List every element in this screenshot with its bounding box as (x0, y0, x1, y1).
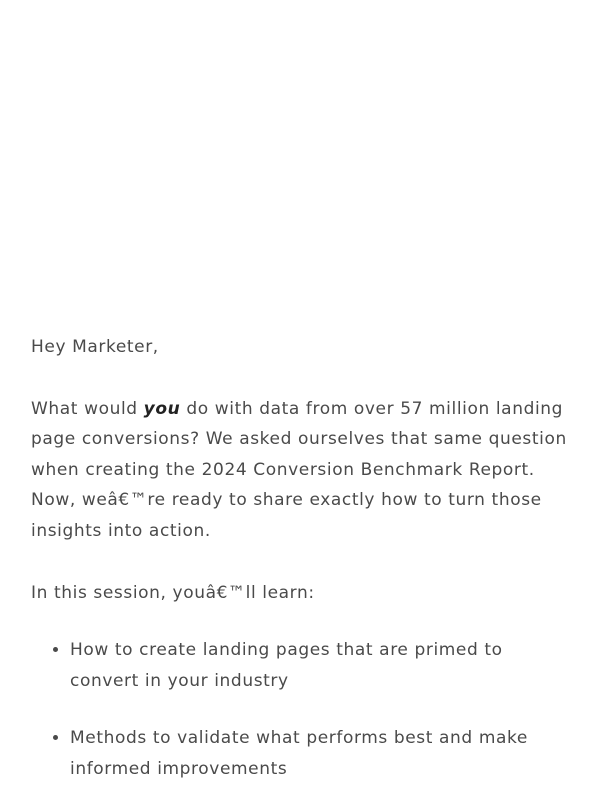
email-body (31, 332, 576, 812)
learn-heading: In this session, youâ€™ll learn: (31, 582, 315, 603)
intro-text-start: What would (31, 398, 144, 419)
list-item: • Methods to validate what performs best and make informed improvements (70, 723, 576, 784)
intro-paragraph (31, 394, 576, 547)
intro-text-end: do with data from over 57 million landing page conversions? We asked ourselves that same question when creating the 2024 Conversion Benchmark Report. Now, weâ€™re ready to share exactly how to turn those insights into action. (31, 398, 567, 541)
list-item: • How to create landing pages that are primed to convert in your industry (70, 635, 576, 696)
intro-emphasis: you (143, 398, 181, 419)
learning-points-list (31, 635, 576, 784)
greeting: Hey Marketer, (31, 337, 159, 357)
